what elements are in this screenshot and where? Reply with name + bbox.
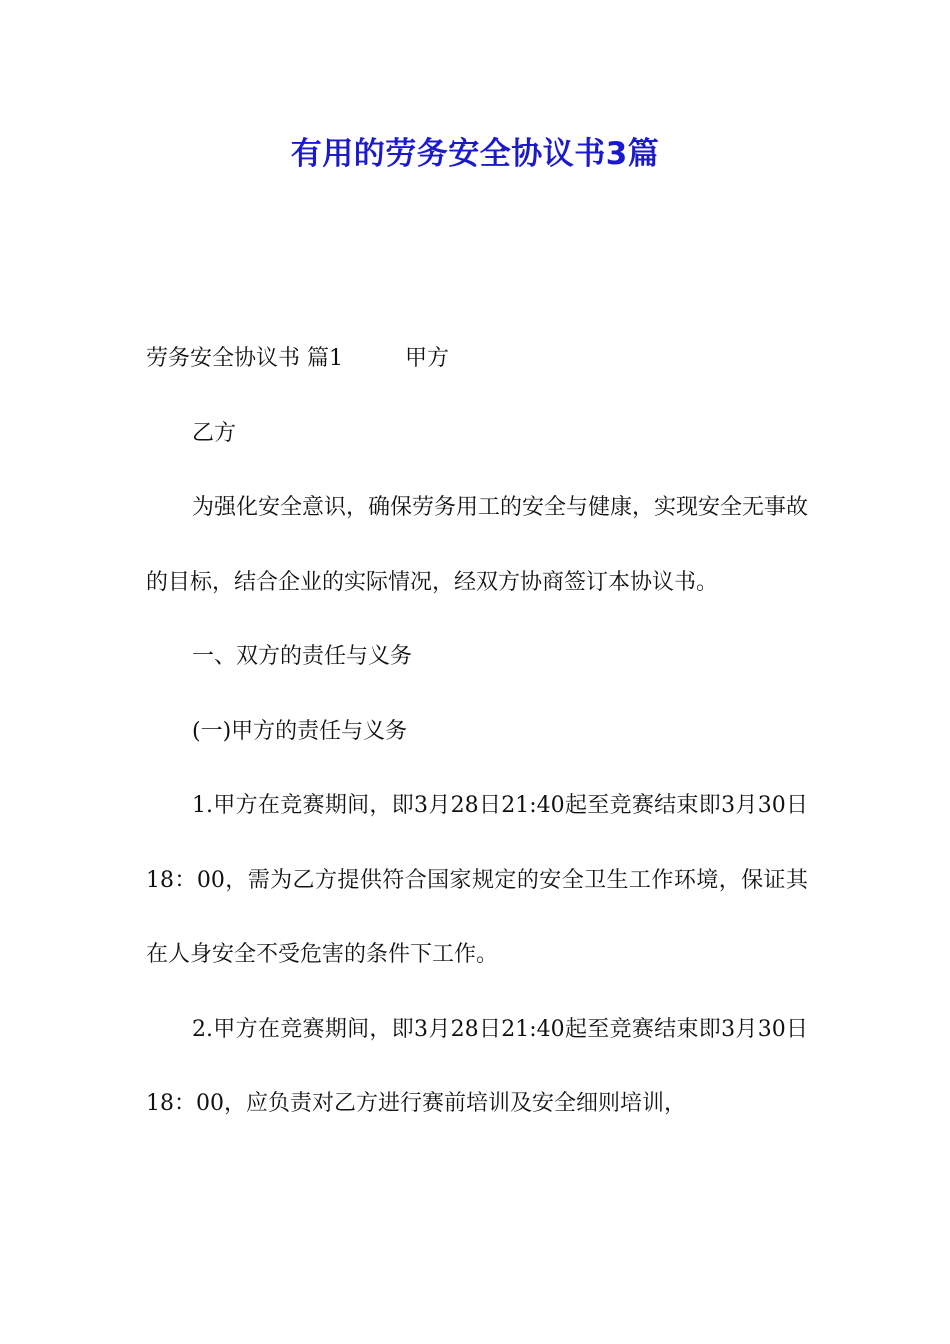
document-body	[146, 322, 808, 1142]
section-heading-line	[146, 322, 808, 397]
document-title: 有用的劳务安全协议书3篇	[290, 136, 660, 172]
party-a-label: 甲方	[405, 346, 450, 371]
paragraph-purpose: 为强化安全意识，确保劳务用工的安全与健康，实现安全无事故的目标，结合企业的实际情况，经双方协商签订本协议书。	[146, 495, 809, 595]
section-label: 劳务安全协议书 篇1	[146, 346, 343, 371]
section-heading-responsibilities: 一、双方的责任与义务	[192, 644, 413, 669]
subsection-heading-party-a: (一)甲方的责任与义务	[192, 718, 408, 744]
clause-2: 2.甲方在竞赛期间，即3月28日21:40起至竞赛结束即3月30日18：00，应负责对乙方进行赛前培训及安全细则培训，	[146, 1016, 808, 1116]
clause-1: 1.甲方在竞赛期间，即3月28日21:40起至竞赛结束即3月30日18：00，需为乙方提供符合国家规定的安全卫生工作环境，保证其在人身安全不受危害的条件下工作。	[146, 793, 808, 967]
party-b-label: 乙方	[192, 420, 237, 446]
